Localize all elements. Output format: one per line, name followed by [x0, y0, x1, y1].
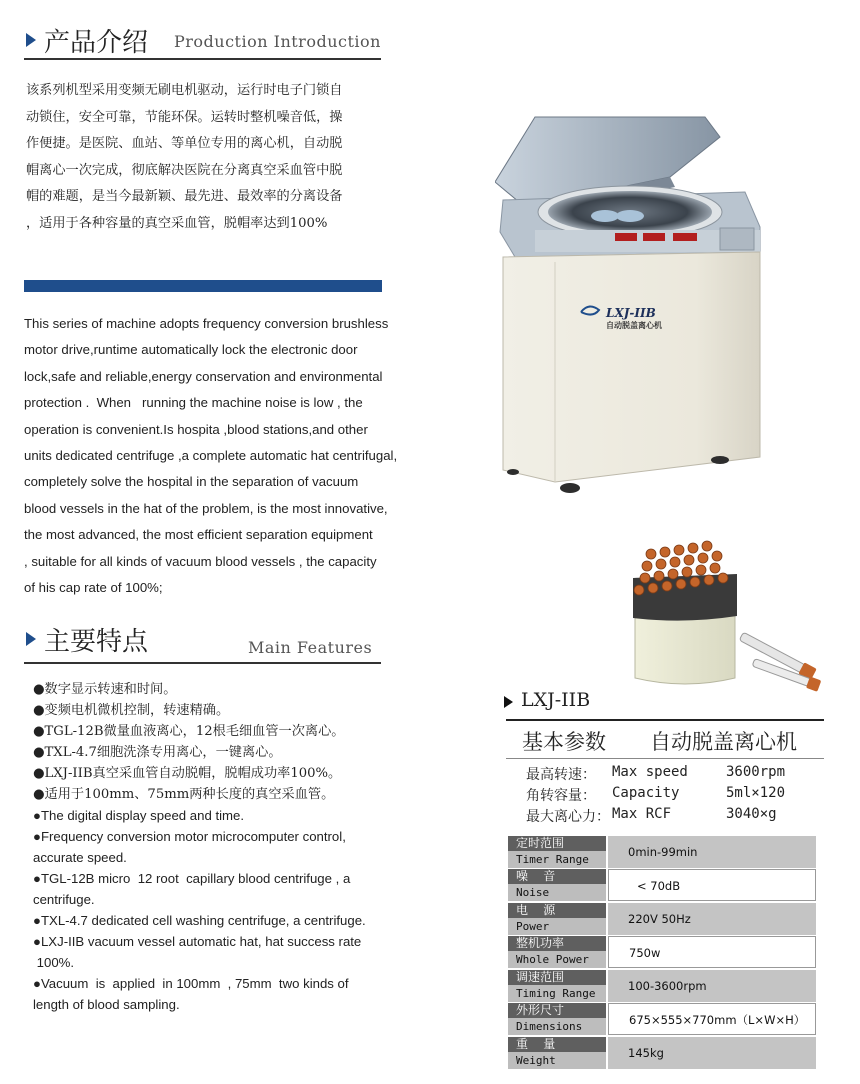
feature-item: centrifuge. — [33, 892, 95, 907]
feature-item: ●TGL-12B micro 12 root capillary blood centrifuge , a — [33, 871, 351, 886]
intro-en-line: lock,safe and reliable,energy conservation and environmental — [24, 368, 383, 384]
table-label-cn: 整机功率 — [508, 936, 606, 951]
table-row-value: 145kg — [608, 1037, 816, 1069]
feature-item: ●变频电机微机控制，转速精确。 — [33, 703, 230, 718]
intro-title-en: Production Introduction — [174, 32, 381, 51]
intro-en-line: protection . When running the machine noise is low , the — [24, 395, 363, 411]
blue-divider-bar — [24, 280, 382, 292]
spec-value: 3040×g — [726, 806, 777, 822]
table-row-value: 750w — [608, 936, 816, 968]
feature-item: accurate speed. — [33, 850, 127, 865]
feature-item: ●The digital display speed and time. — [33, 808, 245, 823]
table-row-value: 675×555×770mm（L×W×H） — [608, 1003, 816, 1035]
intro-paragraph-cn — [26, 78, 396, 238]
intro-en-line: of his cap rate of 100%; — [24, 580, 163, 596]
spec-value: 5ml×120 — [726, 785, 786, 801]
table-label-cn: 外形尺寸 — [508, 1003, 606, 1018]
intro-en-line: motor drive,runtime automatically lock the electronic door — [24, 342, 358, 358]
table-label-en: Timer Range — [516, 853, 589, 866]
intro-en-line: , suitable for all kinds of vacuum blood vessels , the capacity — [24, 553, 377, 569]
spec-row — [526, 785, 786, 805]
features-title-en: Main Features — [248, 638, 373, 657]
intro-en-line: operation is convenient.Is hospita ,blood stations,and other — [24, 421, 368, 437]
table-row-label — [508, 970, 606, 1002]
table-label-cn: 调速范围 — [508, 970, 606, 985]
params-divider — [506, 758, 824, 759]
model-divider — [506, 719, 824, 721]
table-label-en: Timing Range — [516, 987, 596, 1000]
spec-label-en: Max RCF — [612, 806, 672, 822]
product-name-cn: 自动脱盖离心机 — [650, 730, 797, 754]
feature-item: ●适用于100mm、75mm两种长度的真空采血管。 — [33, 787, 335, 802]
table-row-value: 220V 50Hz — [608, 903, 816, 935]
intro-en-line: completely solve the hospital in the separation of vacuum — [24, 474, 359, 490]
model-marker-icon — [504, 696, 513, 708]
feature-item: 100%. — [33, 955, 75, 970]
intro-cn-line: 该系列机型采用变频无刷电机驱动，运行时电子门锁自 — [26, 83, 343, 98]
table-row-value: < 70dB — [608, 869, 816, 901]
intro-en-line: units dedicated centrifuge ,a complete automatic hat centrifugal, — [24, 448, 398, 464]
feature-item: ●Frequency conversion motor microcomputer control, — [33, 829, 346, 844]
table-label-en: Power — [516, 920, 550, 933]
features-title-cn: 主要特点 — [44, 627, 149, 657]
feature-item: ●LXJ-IIB真空采血管自动脱帽，脱帽成功率100%。 — [33, 766, 342, 781]
centrifuge-machine-image — [495, 112, 780, 497]
spec-value: 3600rpm — [726, 764, 786, 780]
features-list — [33, 679, 398, 1015]
table-row-label — [508, 836, 606, 868]
tube-rack-image — [625, 538, 830, 698]
feature-item: length of blood sampling. — [33, 997, 180, 1012]
table-label-en: Whole Power — [516, 953, 589, 966]
features-divider — [24, 662, 381, 664]
table-row-value: 0min-99min — [608, 836, 816, 868]
intro-cn-line: 动锁住，安全可靠，节能环保。运转时整机噪音低，操 — [26, 109, 343, 125]
section-marker-icon — [26, 33, 36, 47]
basic-params-title: 基本参数 — [522, 730, 606, 754]
table-label-cn: 噪 音 — [508, 869, 606, 884]
feature-item: ●数字显示转速和时间。 — [33, 682, 177, 697]
table-row-label — [508, 869, 606, 901]
intro-title-cn: 产品介绍 — [44, 28, 149, 58]
spec-label-en: Capacity — [612, 785, 680, 801]
intro-cn-line: 帽的难题，是当今最新颖、最先进、最效率的分离设备 — [26, 189, 343, 205]
intro-cn-line: 作便捷。是医院、血站、等单位专用的离心机，自动脱 — [26, 136, 343, 152]
spec-row — [526, 806, 777, 826]
table-row-label — [508, 1003, 606, 1035]
intro-cn-line: ，适用于各种容量的真空采血管，脱帽率达到100% — [26, 215, 328, 231]
table-row-label — [508, 936, 606, 968]
table-label-en: Noise — [516, 886, 550, 899]
table-row-label — [508, 1037, 606, 1069]
table-label-cn: 电 源 — [508, 903, 606, 918]
model-label: LXJ-IIB — [521, 689, 591, 711]
feature-item: ●TGL-12B微量血液离心，12根毛细血管一次离心。 — [33, 724, 345, 739]
spec-label-en: Max speed — [612, 764, 688, 780]
machine-brand-label: LXJ-IIB — [606, 306, 656, 320]
intro-cn-line: 帽离心一次完成，彻底解决医院在分离真空采血管中脱 — [26, 162, 343, 178]
intro-en-line: This series of machine adopts frequency conversion brushless — [24, 316, 389, 331]
table-label-cn: 定时范围 — [508, 836, 606, 851]
table-label-cn: 重 量 — [508, 1037, 606, 1052]
section-marker-icon — [26, 632, 36, 646]
feature-item: ●TXL-4.7 dedicated cell washing centrifuge, a centrifuge. — [33, 913, 366, 928]
feature-item: ●LXJ-IIB vacuum vessel automatic hat, hat success rate — [33, 934, 362, 949]
table-label-en: Weight — [516, 1054, 556, 1067]
intro-en-line: blood vessels in the hat of the problem, is the most innovative, — [24, 500, 388, 516]
machine-subtitle-label: 自动脱盖离心机 — [606, 320, 662, 330]
spec-label: 最高转速： — [526, 767, 596, 783]
table-label-en: Dimensions — [516, 1020, 583, 1033]
feature-item: ●TXL-4.7细胞洗涤专用离心，一键离心。 — [33, 745, 282, 760]
spec-label: 最大离心力： — [526, 809, 610, 825]
table-row-label — [508, 903, 606, 935]
intro-divider — [24, 58, 381, 60]
spec-row — [526, 764, 786, 784]
feature-item: ●Vacuum is applied in 100mm , 75mm two kinds of — [33, 976, 349, 991]
intro-en-line: the most advanced, the most efficient separation equipment — [24, 527, 373, 543]
table-row-value: 100-3600rpm — [608, 970, 816, 1002]
intro-paragraph-en — [24, 311, 399, 601]
spec-label: 角转容量： — [526, 788, 596, 804]
